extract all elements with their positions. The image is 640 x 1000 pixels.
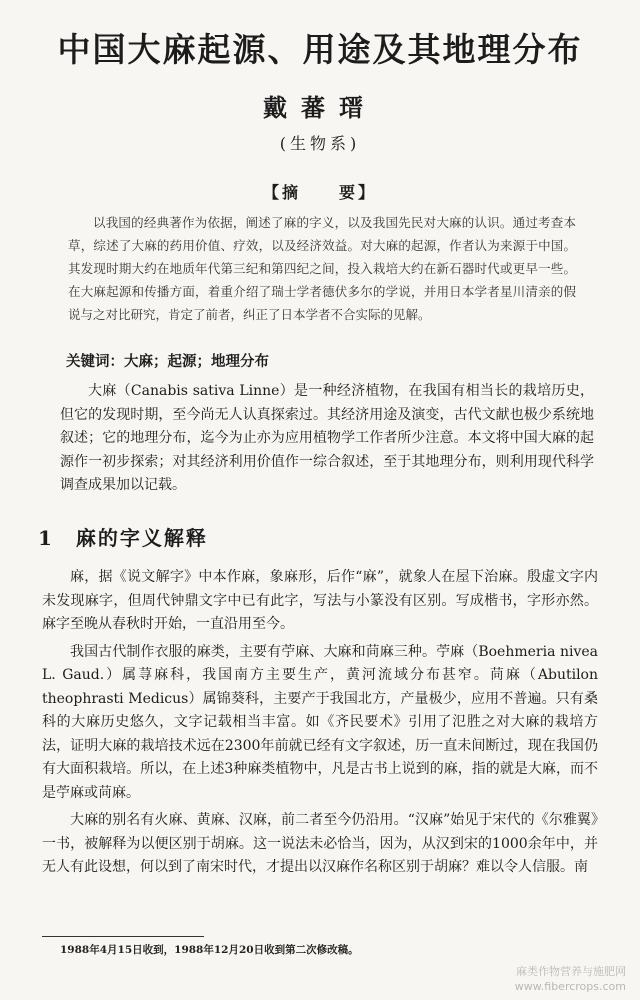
intro-paragraph: 大麻（Canabis sativa Linne）是一种经济植物，在我国有相当长的栽培历史，但它的发现时期，至今尚无人认真探索过。其经济用途及演变，古代文献也极少系统地叙述；它的地理分布，迄今为止亦为应用植物学工作者所少注意。本文将中国大麻的起源作一初步探索；对其经济利用价值作一综合叙述，至于其地理分布，则利用现代科学调查成果加以记载。	[60, 383, 594, 493]
keywords: 关键词：大麻；起源；地理分布	[66, 353, 269, 370]
paper-title: 中国大麻起源、用途及其地理分布	[57, 30, 583, 69]
footnote-divider	[42, 936, 204, 937]
author-name: 戴蕃瑨	[263, 93, 377, 122]
watermark-line: 麻类作物营养与施肥网	[516, 965, 626, 978]
abstract-heading: 【摘 要】	[262, 183, 377, 202]
abstract-text: 以我国的经典著作为依据，阐述了麻的字义，以及我国先民对大麻的认识。通过考查本草，综述了大麻的药用价值、疗效，以及经济效益。对大麻的起源，作者认为来源于中国。其发现时期大约在地质年代第三纪和第四纪之间，投入栽培大约在新石器时代或更早一些。在大麻起源和传播方面，着重介绍了瑞士学者德伏多尔的学说，并用日本学者星川清亲的假说与之对比研究，肯定了前者，纠正了日本学者不合实际的见解。	[68, 215, 576, 322]
author-affiliation: (生物系)	[279, 134, 361, 153]
section-heading: 1 麻的字义解释	[38, 526, 208, 550]
body-paragraph: 我国古代制作衣服的麻类，主要有苧麻、大麻和苘麻三种。苧麻（Boehmeria nivea L. Gaud.）属荨麻科，我国南方主要生产，黄河流域分布甚窄。苘麻（Abutilon theophrasti Medicus）属锦葵科，主要产于我国北方，产量极少，应用不普遍。只有桑科的大麻历史悠久，文字记载相当丰富。如《齐民要术》引用了氾胜之对大麻的栽培方法，证明大麻的栽培技术远在2300年前就已经有文字叙述，历一直未间断过，现在我国仍有大面积栽培。所以，在上述3种麻类植物中，凡是古书上说到的麻，指的就是大麻，而不是苧麻或苘麻。	[42, 643, 598, 801]
watermark-url: www.fibercrops.com	[514, 980, 626, 993]
body-paragraph: 大麻的别名有火麻、黄麻、汉麻，前二者至今仍沿用。“汉麻”始见于宋代的《尔雅翼》一书，被解释为以便区别于胡麻。这一说法未必恰当，因为，从汉到宋的1000余年中，并无人有此设想，何以到了南宋时代，才提出以汉麻作名称区别于胡麻？难以令人信服。南	[42, 812, 598, 875]
body-paragraph: 麻，据《说文解字》中本作麻，象麻形，后作“麻”，就象人在屋下治麻。殷虚文字内未发现麻字，但周代钟鼎文字中已有此字，写法与小篆没有区别。写成楷书，字形亦然。麻字至晚从春秋时开始，一直沿用至今。	[42, 569, 598, 632]
footnote: 1988年4月15日收到，1988年12月20日收到第二次修改稿。	[60, 944, 359, 956]
site-watermark	[456, 964, 626, 994]
section-body	[42, 566, 598, 884]
